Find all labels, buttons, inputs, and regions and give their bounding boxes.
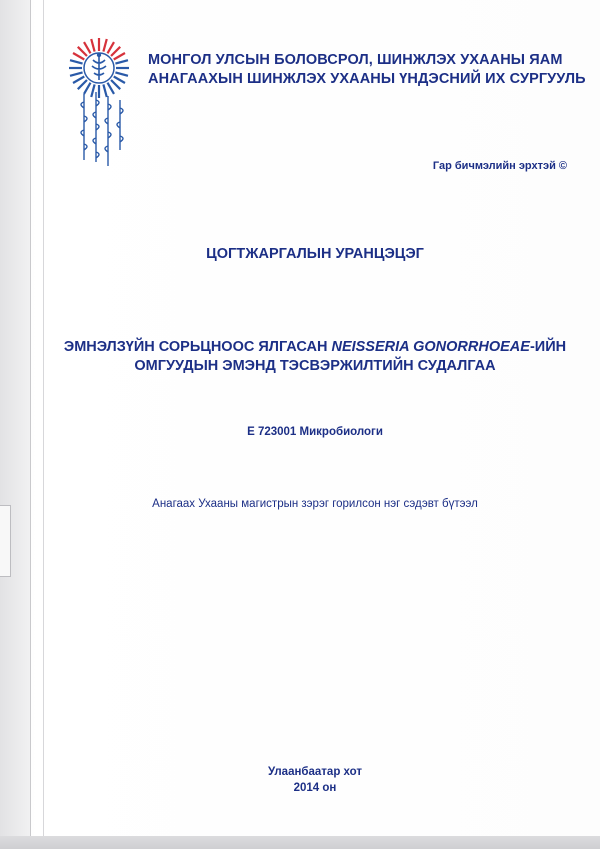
university-heading: АНАГААХЫН ШИНЖЛЭХ УХААНЫ ҮНДЭСНИЙ ИХ СУРГУУЛЬ (148, 71, 586, 87)
spine-fold-line (30, 0, 31, 849)
author-name: ЦОГТЖАРГАЛЫН УРАНЦЭЦЭГ (206, 246, 424, 262)
thesis-title-line-1 (30, 339, 600, 355)
binding-tab (0, 505, 11, 577)
thesis-title-suffix: -ИЙН (529, 339, 567, 355)
thesis-title-line-2: ОМГУУДЫН ЭМЭНД ТЭСВЭРЖИЛТИЙН СУДАЛГАА (134, 358, 496, 374)
copyright-notice: Гар бичмэлийн эрхтэй © (432, 160, 567, 172)
ministry-heading: МОНГОЛ УЛСЫН БОЛОВСРОЛ, ШИНЖЛЭХ УХААНЫ ЯАМ (148, 52, 563, 68)
degree-statement: Анагаах Ухааны магистрын зэрэг горилсон нэг сэдэвт бүтээл (152, 498, 478, 510)
city-label: Улаанбаатар хот (267, 766, 363, 778)
page-bottom-edge (0, 836, 600, 849)
book-spine (0, 0, 30, 849)
spine-fold-line (43, 0, 44, 849)
thesis-title-prefix: ЭМНЭЛЗҮЙН СОРЬЦНООС ЯЛГАСАН (63, 339, 332, 355)
mongolian-script-emblem-icon (70, 90, 130, 170)
program-code: Е 723001 Микробиологи (247, 426, 383, 438)
year-label: 2014 он (293, 782, 337, 794)
thesis-title-species: NEISSERIA GONORRHOEAE (331, 339, 530, 355)
